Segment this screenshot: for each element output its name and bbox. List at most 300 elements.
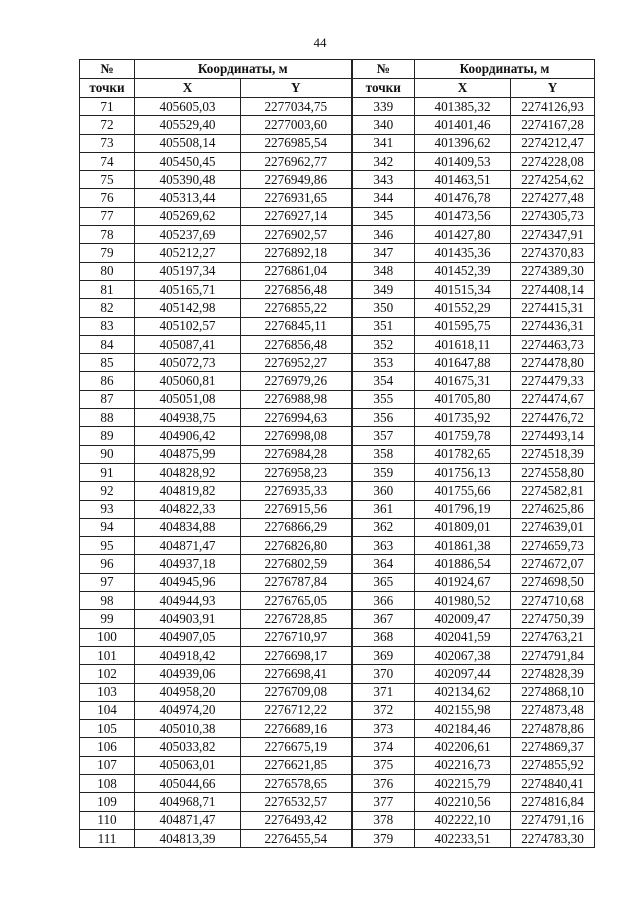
point-number-cell: 372	[352, 701, 415, 719]
x-value-cell: 405313,44	[135, 189, 241, 207]
y-value-cell: 2276689,16	[241, 720, 352, 738]
table-row	[80, 335, 595, 353]
x-value-cell: 402067,38	[415, 646, 511, 664]
point-number-cell: 366	[352, 592, 415, 610]
y-value-cell: 2276994,63	[241, 409, 352, 427]
x-value-cell: 401515,34	[415, 280, 511, 298]
y-value-cell: 2274167,28	[511, 116, 595, 134]
table-row	[80, 244, 595, 262]
x-value-cell: 404871,47	[135, 811, 241, 829]
x-value-cell: 401796,19	[415, 500, 511, 518]
table-row	[80, 720, 595, 738]
table-row	[80, 573, 595, 591]
y-value-cell: 2274305,73	[511, 207, 595, 225]
x-value-cell: 404906,42	[135, 427, 241, 445]
point-number-cell: 100	[80, 628, 135, 646]
point-number-cell: 109	[80, 793, 135, 811]
y-value-cell: 2276861,04	[241, 262, 352, 280]
table-row	[80, 372, 595, 390]
x-value-cell: 404938,75	[135, 409, 241, 427]
y-value-cell: 2274582,81	[511, 482, 595, 500]
x-value-cell: 402215,79	[415, 774, 511, 792]
y-value-cell: 2276927,14	[241, 207, 352, 225]
y-value-cell: 2274625,86	[511, 500, 595, 518]
y-value-cell: 2276455,54	[241, 829, 352, 847]
point-number-cell: 358	[352, 445, 415, 463]
point-number-cell: 103	[80, 683, 135, 701]
x-value-cell: 404968,71	[135, 793, 241, 811]
point-number-cell: 83	[80, 317, 135, 335]
x-value-cell: 404903,91	[135, 610, 241, 628]
y-value-cell: 2274868,10	[511, 683, 595, 701]
point-number-cell: 99	[80, 610, 135, 628]
x-value-cell: 401463,51	[415, 171, 511, 189]
point-number-cell: 111	[80, 829, 135, 847]
x-value-cell: 401675,31	[415, 372, 511, 390]
point-number-cell: 361	[352, 500, 415, 518]
point-number-cell: 80	[80, 262, 135, 280]
y-value-cell: 2276958,23	[241, 463, 352, 481]
y-value-cell: 2276712,22	[241, 701, 352, 719]
point-number-cell: 351	[352, 317, 415, 335]
point-number-header: №	[352, 60, 415, 79]
x-value-cell: 405033,82	[135, 738, 241, 756]
y-value-cell: 2274783,30	[511, 829, 595, 847]
y-value-cell: 2274478,80	[511, 354, 595, 372]
x-value-cell: 405087,41	[135, 335, 241, 353]
point-number-cell: 368	[352, 628, 415, 646]
table-row	[80, 628, 595, 646]
coordinates-header: Координаты, м	[415, 60, 595, 79]
y-value-cell: 2274869,37	[511, 738, 595, 756]
table-row	[80, 354, 595, 372]
y-value-cell: 2274476,72	[511, 409, 595, 427]
y-value-cell: 2276728,85	[241, 610, 352, 628]
y-value-cell: 2276892,18	[241, 244, 352, 262]
x-value-cell: 401924,67	[415, 573, 511, 591]
table-row	[80, 500, 595, 518]
point-number-cell: 375	[352, 756, 415, 774]
point-number-cell: 371	[352, 683, 415, 701]
point-number-cell: 355	[352, 390, 415, 408]
x-value-cell: 401473,56	[415, 207, 511, 225]
y-value-cell: 2276698,17	[241, 646, 352, 664]
y-value-cell: 2276998,08	[241, 427, 352, 445]
x-value-cell: 404813,39	[135, 829, 241, 847]
x-value-cell: 405051,08	[135, 390, 241, 408]
table-row	[80, 427, 595, 445]
table-row	[80, 482, 595, 500]
y-value-cell: 2276578,65	[241, 774, 352, 792]
x-value-cell: 404907,05	[135, 628, 241, 646]
x-value-cell: 405390,48	[135, 171, 241, 189]
table-body	[80, 98, 595, 848]
table-row	[80, 756, 595, 774]
x-value-cell: 401595,75	[415, 317, 511, 335]
y-value-cell: 2274659,73	[511, 537, 595, 555]
point-number-cell: 362	[352, 518, 415, 536]
point-number-cell: 369	[352, 646, 415, 664]
point-number-cell: 377	[352, 793, 415, 811]
point-number-cell: 98	[80, 592, 135, 610]
point-number-cell: 95	[80, 537, 135, 555]
page-number: 44	[313, 35, 327, 50]
y-value-cell: 2276988,98	[241, 390, 352, 408]
table-row	[80, 829, 595, 847]
x-value-cell: 405197,34	[135, 262, 241, 280]
x-value-cell: 401755,66	[415, 482, 511, 500]
table-row	[80, 445, 595, 463]
table-row	[80, 134, 595, 152]
point-number-cell: 359	[352, 463, 415, 481]
x-value-cell: 405212,27	[135, 244, 241, 262]
point-number-cell: 86	[80, 372, 135, 390]
x-value-cell: 404918,42	[135, 646, 241, 664]
table-row	[80, 774, 595, 792]
x-value-cell: 404875,99	[135, 445, 241, 463]
x-value-cell: 405237,69	[135, 226, 241, 244]
point-number-cell: 347	[352, 244, 415, 262]
table-row	[80, 280, 595, 298]
table-row	[80, 262, 595, 280]
point-number-cell: 344	[352, 189, 415, 207]
y-value-cell: 2276621,85	[241, 756, 352, 774]
point-number-cell: 82	[80, 299, 135, 317]
x-value-cell: 401861,38	[415, 537, 511, 555]
y-value-cell: 2276802,59	[241, 555, 352, 573]
point-number-cell: 87	[80, 390, 135, 408]
y-value-cell: 2276952,27	[241, 354, 352, 372]
x-value-cell: 401385,32	[415, 98, 511, 116]
point-label-header: точки	[80, 79, 135, 98]
y-value-cell: 2276856,48	[241, 280, 352, 298]
coordinates-header: Координаты, м	[135, 60, 352, 79]
x-value-cell: 402216,73	[415, 756, 511, 774]
point-number-cell: 363	[352, 537, 415, 555]
table-row	[80, 610, 595, 628]
y-value-cell: 2274228,08	[511, 152, 595, 170]
x-value-cell: 401396,62	[415, 134, 511, 152]
y-value-cell: 2276985,54	[241, 134, 352, 152]
point-number-cell: 374	[352, 738, 415, 756]
x-value-cell: 405063,01	[135, 756, 241, 774]
x-value-cell: 405508,14	[135, 134, 241, 152]
x-value-cell: 404958,20	[135, 683, 241, 701]
x-value-cell: 404834,88	[135, 518, 241, 536]
point-number-cell: 345	[352, 207, 415, 225]
table-row	[80, 299, 595, 317]
y-value-cell: 2276931,65	[241, 189, 352, 207]
y-value-cell: 2276845,11	[241, 317, 352, 335]
point-number-cell: 71	[80, 98, 135, 116]
point-number-cell: 104	[80, 701, 135, 719]
point-number-cell: 90	[80, 445, 135, 463]
point-number-cell: 352	[352, 335, 415, 353]
x-value-cell: 401980,52	[415, 592, 511, 610]
y-value-cell: 2274791,84	[511, 646, 595, 664]
y-value-cell: 2276698,41	[241, 665, 352, 683]
point-number-cell: 379	[352, 829, 415, 847]
x-value-cell: 404871,47	[135, 537, 241, 555]
x-value-cell: 402233,51	[415, 829, 511, 847]
x-value-cell: 402041,59	[415, 628, 511, 646]
table-row	[80, 189, 595, 207]
table-row	[80, 390, 595, 408]
y-value-cell: 2276675,19	[241, 738, 352, 756]
y-value-cell: 2276902,57	[241, 226, 352, 244]
y-value-cell: 2276935,33	[241, 482, 352, 500]
point-number-cell: 350	[352, 299, 415, 317]
x-value-cell: 401401,46	[415, 116, 511, 134]
table-row	[80, 116, 595, 134]
y-value-cell: 2274828,39	[511, 665, 595, 683]
point-number-cell: 92	[80, 482, 135, 500]
point-number-cell: 77	[80, 207, 135, 225]
y-value-cell: 2274254,62	[511, 171, 595, 189]
table-row	[80, 555, 595, 573]
y-value-cell: 2277003,60	[241, 116, 352, 134]
x-value-cell: 404822,33	[135, 500, 241, 518]
y-value-cell: 2274791,16	[511, 811, 595, 829]
x-value-cell: 401647,88	[415, 354, 511, 372]
y-value-cell: 2274370,83	[511, 244, 595, 262]
point-number-cell: 106	[80, 738, 135, 756]
table-row	[80, 463, 595, 481]
x-value-cell: 405142,98	[135, 299, 241, 317]
table-row	[80, 811, 595, 829]
y-value-cell: 2274855,92	[511, 756, 595, 774]
point-number-cell: 370	[352, 665, 415, 683]
x-value-cell: 404819,82	[135, 482, 241, 500]
y-value-cell: 2274698,50	[511, 573, 595, 591]
x-value-cell: 401427,80	[415, 226, 511, 244]
point-number-cell: 72	[80, 116, 135, 134]
table-row	[80, 738, 595, 756]
y-value-cell: 2274126,93	[511, 98, 595, 116]
point-number-cell: 341	[352, 134, 415, 152]
point-number-cell: 357	[352, 427, 415, 445]
point-number-cell: 81	[80, 280, 135, 298]
y-value-cell: 2274474,67	[511, 390, 595, 408]
y-value-cell: 2276984,28	[241, 445, 352, 463]
point-number-cell: 93	[80, 500, 135, 518]
x-value-cell: 401886,54	[415, 555, 511, 573]
point-number-cell: 102	[80, 665, 135, 683]
x-value-cell: 405010,38	[135, 720, 241, 738]
point-number-cell: 73	[80, 134, 135, 152]
x-value-cell: 401618,11	[415, 335, 511, 353]
x-value-cell: 405450,45	[135, 152, 241, 170]
x-value-cell: 401435,36	[415, 244, 511, 262]
y-value-cell: 2274493,14	[511, 427, 595, 445]
point-number-cell: 365	[352, 573, 415, 591]
table-row	[80, 226, 595, 244]
y-value-cell: 2276949,86	[241, 171, 352, 189]
x-value-cell: 404828,92	[135, 463, 241, 481]
y-value-cell: 2274558,80	[511, 463, 595, 481]
y-value-cell: 2276710,97	[241, 628, 352, 646]
point-number-cell: 373	[352, 720, 415, 738]
point-number-cell: 75	[80, 171, 135, 189]
y-value-cell: 2276826,80	[241, 537, 352, 555]
point-number-cell: 105	[80, 720, 135, 738]
x-value-cell: 402206,61	[415, 738, 511, 756]
point-number-cell: 356	[352, 409, 415, 427]
point-number-cell: 353	[352, 354, 415, 372]
table-row	[80, 152, 595, 170]
x-value-cell: 405165,71	[135, 280, 241, 298]
x-value-cell: 404939,06	[135, 665, 241, 683]
point-number-cell: 346	[352, 226, 415, 244]
x-value-cell: 405529,40	[135, 116, 241, 134]
table-row	[80, 793, 595, 811]
x-value-cell: 401452,39	[415, 262, 511, 280]
x-value-cell: 402155,98	[415, 701, 511, 719]
point-number-cell: 89	[80, 427, 135, 445]
table-row	[80, 683, 595, 701]
x-value-cell: 401782,65	[415, 445, 511, 463]
y-value-cell: 2274518,39	[511, 445, 595, 463]
point-number-cell: 101	[80, 646, 135, 664]
point-number-cell: 378	[352, 811, 415, 829]
x-value-cell: 405072,73	[135, 354, 241, 372]
point-number-cell: 91	[80, 463, 135, 481]
x-value-cell: 405269,62	[135, 207, 241, 225]
point-number-cell: 376	[352, 774, 415, 792]
table-row	[80, 409, 595, 427]
point-number-cell: 97	[80, 573, 135, 591]
x-value-cell: 401476,78	[415, 189, 511, 207]
point-number-cell: 96	[80, 555, 135, 573]
y-header: Y	[511, 79, 595, 98]
y-value-cell: 2274840,41	[511, 774, 595, 792]
table-row	[80, 665, 595, 683]
point-number-cell: 78	[80, 226, 135, 244]
point-number-cell: 74	[80, 152, 135, 170]
y-value-cell: 2276493,42	[241, 811, 352, 829]
x-value-cell: 404974,20	[135, 701, 241, 719]
point-number-cell: 84	[80, 335, 135, 353]
x-value-cell: 405060,81	[135, 372, 241, 390]
y-value-cell: 2274415,31	[511, 299, 595, 317]
x-value-cell: 402184,46	[415, 720, 511, 738]
table-row	[80, 207, 595, 225]
point-number-cell: 94	[80, 518, 135, 536]
x-value-cell: 401759,78	[415, 427, 511, 445]
x-header: X	[135, 79, 241, 98]
point-number-cell: 340	[352, 116, 415, 134]
y-value-cell: 2274436,31	[511, 317, 595, 335]
table-row	[80, 646, 595, 664]
y-value-cell: 2274763,21	[511, 628, 595, 646]
y-value-cell: 2276962,77	[241, 152, 352, 170]
y-value-cell: 2274389,30	[511, 262, 595, 280]
y-value-cell: 2274878,86	[511, 720, 595, 738]
x-value-cell: 401735,92	[415, 409, 511, 427]
point-number-cell: 108	[80, 774, 135, 792]
y-value-cell: 2276709,08	[241, 683, 352, 701]
y-value-cell: 2276787,84	[241, 573, 352, 591]
x-value-cell: 405605,03	[135, 98, 241, 116]
x-value-cell: 402210,56	[415, 793, 511, 811]
y-value-cell: 2274750,39	[511, 610, 595, 628]
point-number-cell: 343	[352, 171, 415, 189]
x-value-cell: 402222,10	[415, 811, 511, 829]
table-row	[80, 537, 595, 555]
y-value-cell: 2276532,57	[241, 793, 352, 811]
y-value-cell: 2277034,75	[241, 98, 352, 116]
x-value-cell: 404937,18	[135, 555, 241, 573]
y-value-cell: 2276855,22	[241, 299, 352, 317]
x-header: X	[415, 79, 511, 98]
y-value-cell: 2276866,29	[241, 518, 352, 536]
point-number-cell: 349	[352, 280, 415, 298]
y-value-cell: 2274479,33	[511, 372, 595, 390]
point-label-header: точки	[352, 79, 415, 98]
point-number-cell: 76	[80, 189, 135, 207]
y-value-cell: 2274639,01	[511, 518, 595, 536]
y-value-cell: 2274277,48	[511, 189, 595, 207]
y-value-cell: 2276765,05	[241, 592, 352, 610]
y-value-cell: 2274710,68	[511, 592, 595, 610]
x-value-cell: 401705,80	[415, 390, 511, 408]
y-value-cell: 2274347,91	[511, 226, 595, 244]
x-value-cell: 401409,53	[415, 152, 511, 170]
point-number-cell: 107	[80, 756, 135, 774]
point-number-cell: 88	[80, 409, 135, 427]
point-number-cell: 342	[352, 152, 415, 170]
table-row	[80, 701, 595, 719]
x-value-cell: 401809,01	[415, 518, 511, 536]
y-value-cell: 2274816,84	[511, 793, 595, 811]
x-value-cell: 404945,96	[135, 573, 241, 591]
table-row	[80, 592, 595, 610]
x-value-cell: 404944,93	[135, 592, 241, 610]
point-number-cell: 79	[80, 244, 135, 262]
x-value-cell: 401552,29	[415, 299, 511, 317]
table-row	[80, 171, 595, 189]
y-value-cell: 2276856,48	[241, 335, 352, 353]
y-value-cell: 2274672,07	[511, 555, 595, 573]
point-number-cell: 367	[352, 610, 415, 628]
table-header	[80, 60, 595, 98]
point-number-header: №	[80, 60, 135, 79]
table-row	[80, 317, 595, 335]
x-value-cell: 402134,62	[415, 683, 511, 701]
x-value-cell: 405102,57	[135, 317, 241, 335]
point-number-cell: 360	[352, 482, 415, 500]
y-value-cell: 2274212,47	[511, 134, 595, 152]
point-number-cell: 85	[80, 354, 135, 372]
coordinates-table	[79, 59, 595, 848]
point-number-cell: 364	[352, 555, 415, 573]
point-number-cell: 348	[352, 262, 415, 280]
y-value-cell: 2274873,48	[511, 701, 595, 719]
y-value-cell: 2274463,73	[511, 335, 595, 353]
point-number-cell: 110	[80, 811, 135, 829]
table-row	[80, 518, 595, 536]
x-value-cell: 402097,44	[415, 665, 511, 683]
y-header: Y	[241, 79, 352, 98]
x-value-cell: 405044,66	[135, 774, 241, 792]
x-value-cell: 402009,47	[415, 610, 511, 628]
y-value-cell: 2276915,56	[241, 500, 352, 518]
x-value-cell: 401756,13	[415, 463, 511, 481]
y-value-cell: 2276979,26	[241, 372, 352, 390]
point-number-cell: 354	[352, 372, 415, 390]
y-value-cell: 2274408,14	[511, 280, 595, 298]
point-number-cell: 339	[352, 98, 415, 116]
